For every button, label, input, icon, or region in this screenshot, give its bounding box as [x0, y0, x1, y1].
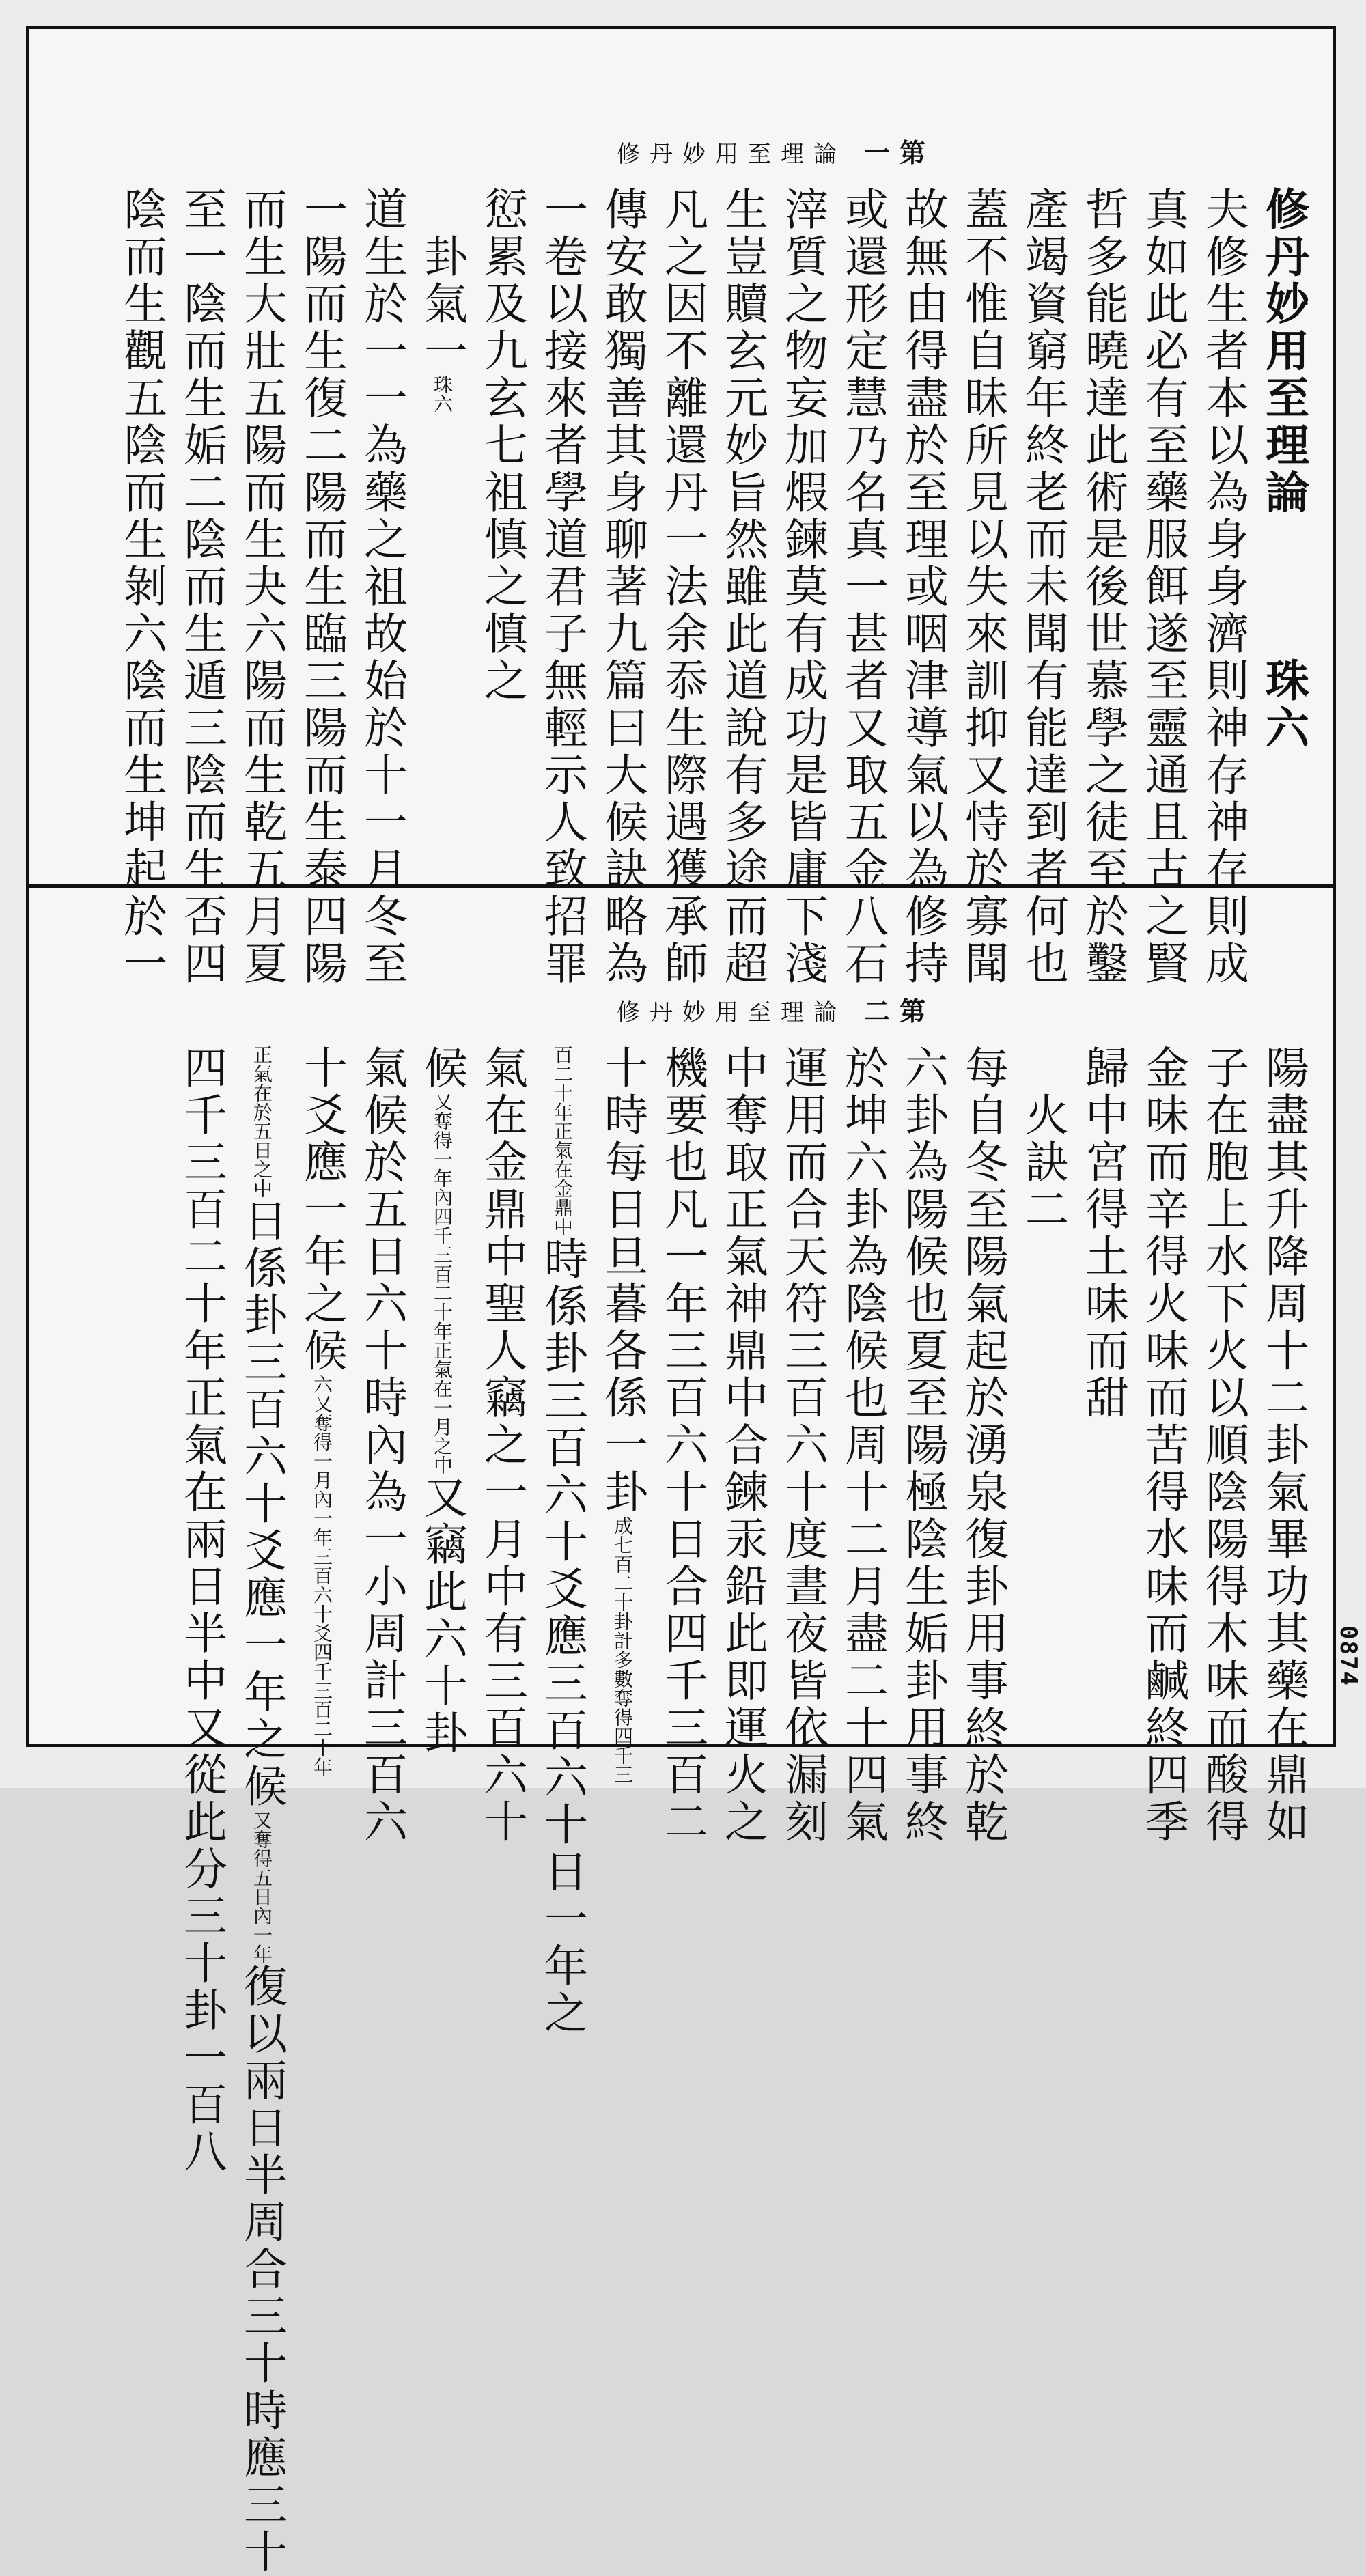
column-text: 陽盡其升降周十二卦氣畢功其藥在鼎如 [1258, 1045, 1309, 1846]
page-number: 0874 [1335, 1625, 1362, 1687]
column-text: 蓋不惟自昧所見以失來訓抑又恃於寡聞 [958, 186, 1008, 988]
top-text-column [775, 186, 828, 988]
column-text: 真如此必有至藥服餌遂至靈通且古之賢 [1138, 186, 1188, 988]
column-text: 故無由得盡於至理或咽津導氣以為修持 [897, 186, 948, 988]
top-text-column [835, 186, 888, 988]
top-running-header [617, 132, 935, 169]
column-text: 卦氣一 [417, 186, 467, 375]
bottom-text-column [895, 1045, 948, 2576]
column-text: 候 [417, 1045, 467, 1092]
column-text: 金味而辛得火味而苦得水味而鹹終四季 [1138, 1045, 1188, 1846]
top-text-column [234, 186, 287, 988]
bottom-panel [29, 888, 1333, 2576]
bottom-text-column [775, 1045, 828, 2576]
bottom-text-column [956, 1045, 1008, 2576]
top-text-column [1196, 186, 1249, 988]
interlinear-note: 正氣在於五日之中 [251, 1045, 273, 1198]
bottom-text-column [1136, 1045, 1188, 2576]
top-header-title: 修丹妙用至理論 [617, 141, 846, 168]
top-text-column [1136, 186, 1188, 988]
column-text: 哲多能曉達此術是後世慕學之徒至於鑿 [1078, 186, 1128, 988]
top-panel [29, 29, 1333, 988]
column-text: 氣候於五日六十時內為一小周計三百六 [357, 1045, 407, 1846]
top-text-column [956, 186, 1008, 988]
top-header-chapter: 一第 [864, 137, 936, 168]
bottom-running-header [617, 990, 935, 1028]
top-text-column [174, 186, 227, 988]
column-text: 火訣二 [1018, 1045, 1068, 1233]
column-text: 生豈贖玄元妙旨然雖此道說有多途而超 [717, 186, 768, 988]
interlinear-note: 珠六 [431, 375, 454, 413]
column-text: 凡之因不離還丹一法余忝生際遇獲承師 [657, 186, 708, 988]
column-text: 產竭資窮年終老而未聞有能達到者何也 [1018, 186, 1068, 988]
column-text: 中奪取正氣神鼎中合鍊汞鉛此即運火之 [717, 1045, 768, 1846]
bottom-text-column [475, 1045, 527, 2576]
column-text: 於坤六卦為陰候也周十二月盡二十四氣 [837, 1045, 888, 1846]
bottom-text-column [1256, 1045, 1309, 2576]
column-text: 十爻應一年之候 [296, 1045, 347, 1375]
column-text: 四千三百二十年正氣在兩日半中又從此分三十卦一百八 [176, 1045, 227, 2176]
top-text-column [1016, 186, 1068, 988]
column-text: 滓質之物妄加煆鍊莫有成功是皆庸下淺 [777, 186, 828, 988]
top-text-column [294, 186, 347, 988]
column-text: 時係卦三百六十爻應三百六十日一年之 [537, 1236, 587, 2037]
column-text: 每自冬至陽氣起於湧泉復卦用事終於乾 [958, 1045, 1008, 1846]
top-text-column [415, 186, 467, 988]
bottom-text-column [715, 1045, 768, 2576]
column-text: 夫修生者本以為身身濟則神存神存則成 [1198, 186, 1249, 988]
bottom-header-title: 修丹妙用至理論 [617, 999, 846, 1026]
top-text-column [655, 186, 708, 988]
bottom-text-column [174, 1045, 227, 2576]
column-text: 十時每日旦暮各係一卦 [597, 1045, 647, 1516]
bottom-text-columns [174, 1045, 1309, 2576]
column-text: 機要也凡一年三百六十日合四千三百二 [657, 1045, 708, 1846]
column-text: 愆累及九玄七祖慎之慎之 [477, 186, 527, 705]
top-text-column [535, 186, 587, 988]
bottom-text-column [415, 1045, 467, 2576]
column-text: 道生於一一為藥之祖故始於十一月冬至 [357, 186, 407, 988]
top-text-column [1256, 186, 1309, 988]
column-text: 氣在金鼎中聖人竊之一月中有三百六十 [477, 1045, 527, 1846]
column-text: 一陽而生復二陽而生臨三陽而生泰四陽 [296, 186, 347, 988]
bottom-text-column [354, 1045, 407, 2576]
column-text: 而生大壯五陽而生夬六陽而生乾五月夏 [236, 186, 287, 988]
bottom-text-column [1016, 1045, 1068, 2576]
top-text-column [895, 186, 948, 988]
column-text: 修丹妙用至理論 [1258, 186, 1309, 516]
column-text-continuation: 復以兩日半周合三十時應三十 [236, 1963, 287, 2576]
top-text-column [475, 186, 527, 988]
bottom-text-column [294, 1045, 347, 2576]
interlinear-note: 又奪得一年內四千三百二十年正氣在一月之中 [431, 1092, 454, 1474]
column-text: 日係卦三百六十爻應一年之候 [236, 1198, 287, 1810]
column-text: 歸中宮得土味而甜 [1078, 1045, 1128, 1422]
bottom-text-column [1076, 1045, 1128, 2576]
column-text: 至一陰而生姤二陰而生遁三陰而生否四 [176, 186, 227, 988]
bottom-text-column [655, 1045, 708, 2576]
column-text-continuation: 又竊此六十卦 [417, 1474, 467, 1757]
column-text: 子在胞上水下火以順陰陽得木味而酸得 [1198, 1045, 1249, 1846]
top-text-column [1076, 186, 1128, 988]
column-text: 六卦為陽候也夏至陽極陰生姤卦用事終 [897, 1045, 948, 1846]
column-text: 傳安敢獨善其身聊著九篇曰大候訣略為 [597, 186, 647, 988]
top-text-column [595, 186, 647, 988]
top-text-columns [114, 186, 1309, 988]
column-text-continuation: 珠六 [1258, 516, 1309, 752]
bottom-text-column [1196, 1045, 1249, 2576]
column-text: 運用而合天符三百六十度晝夜皆依漏刻 [777, 1045, 828, 1846]
column-text: 一卷以接來者學道君子無輕示人致招罪 [537, 186, 587, 988]
interlinear-note: 又奪得五日內一年 [251, 1810, 273, 1963]
column-text: 陰而生觀五陰而生剝六陰而生坤起於一 [116, 186, 167, 988]
bottom-text-column [535, 1045, 587, 2576]
top-text-column [354, 186, 407, 988]
column-text: 或還形定慧乃名真一甚者又取五金八石 [837, 186, 888, 988]
bottom-header-chapter: 二第 [864, 996, 936, 1026]
interlinear-note: 百二十年正氣在金鼎中 [551, 1045, 574, 1236]
bottom-text-column [595, 1045, 647, 2576]
interlinear-note: 六又奪得一月內一年三百六十爻四千三百二十年 [311, 1375, 333, 1776]
interlinear-note: 成七百二十卦計多數奪得四千三 [611, 1516, 634, 1784]
top-text-column [715, 186, 768, 988]
top-text-column [114, 186, 167, 988]
bottom-text-column [835, 1045, 888, 2576]
bottom-text-column [234, 1045, 287, 2576]
